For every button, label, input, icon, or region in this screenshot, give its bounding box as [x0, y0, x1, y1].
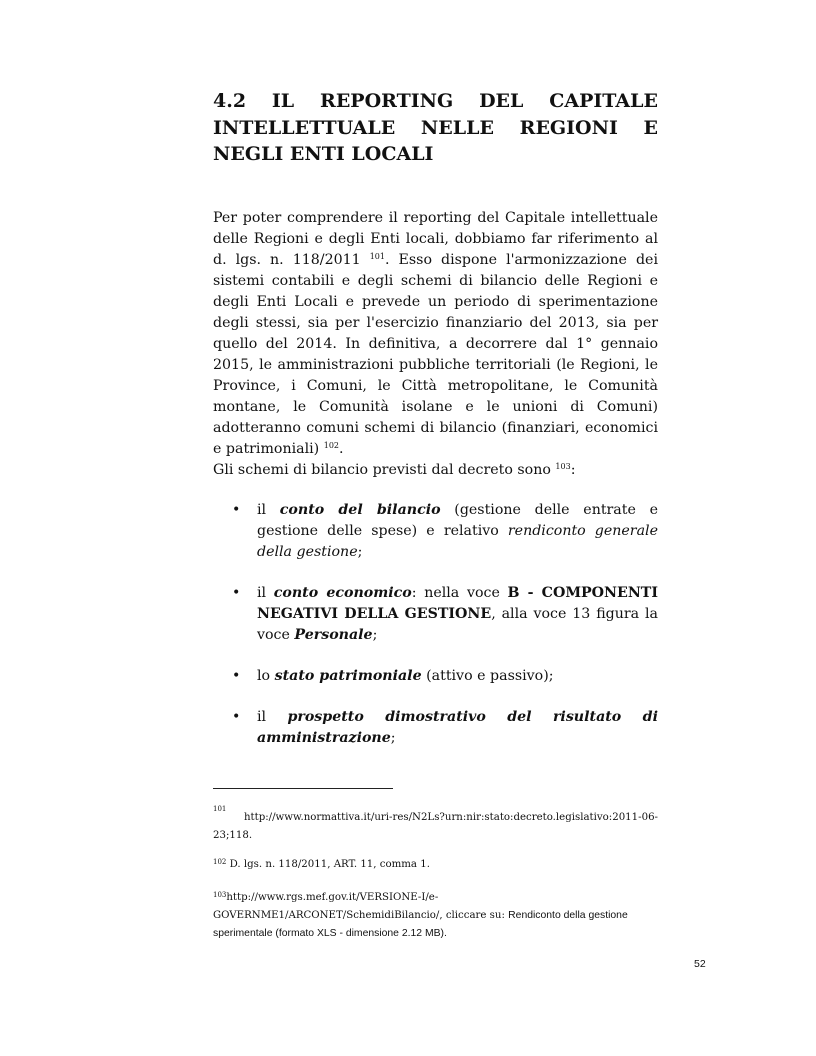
section-number: 4.2 [213, 90, 247, 112]
section-heading-word: IL [271, 90, 295, 112]
footnote-line [213, 805, 658, 827]
footnote-text: Rendiconto della gestione sperimentale (formato XLS - dimensione 2.12 MB). [213, 910, 628, 939]
list-item-line [257, 707, 658, 728]
item-text: : nella voce [411, 585, 508, 601]
item-text: lo [257, 668, 275, 684]
bullet-icon: • [232, 502, 241, 518]
footnote-number: 101 [213, 805, 227, 813]
paragraph-text: : [570, 462, 576, 478]
footnote-ref[interactable]: 103 [555, 462, 571, 471]
item-text: il [257, 585, 274, 601]
list-item [230, 666, 658, 687]
item-term: dimostrativo [385, 709, 486, 725]
body-text [213, 208, 658, 481]
item-term: amministrazione [257, 730, 391, 746]
item-term-italic: rendiconto generale della gestione [257, 523, 658, 560]
footnote [213, 889, 658, 943]
item-term: di [642, 709, 658, 725]
list-item-line [257, 728, 658, 749]
bullet-list [230, 500, 658, 769]
list-item [230, 583, 658, 646]
footnote-ref[interactable]: 102 [323, 441, 340, 450]
item-term: risultato [552, 709, 622, 725]
paragraph-text: Per poter comprendere il reporting del Capitale intellettuale delle Regioni e degli Enti locali, dobbiamo far riferimento al d. lgs. n. 118/2011 [213, 210, 658, 268]
section-heading-rest: INTELLETTUALE NELLE REGIONI E NEGLI ENTI LOCALI [213, 116, 658, 165]
paragraph-text: . [339, 441, 344, 457]
list-item [230, 707, 658, 749]
item-text: , alla voce 13 figura la voce [257, 606, 658, 643]
item-term: prospetto [287, 709, 364, 725]
paragraph [213, 208, 658, 460]
list-item [230, 500, 658, 563]
section-heading-line1 [213, 88, 658, 115]
footnote-text: D. lgs. n. 118/2011, ART. 11, comma 1. [226, 859, 430, 870]
item-term: Personale [294, 627, 373, 643]
section-heading-word: CAPITALE [549, 90, 658, 112]
section-heading-word: REPORTING [320, 90, 454, 112]
footnote-link[interactable]: 23;118. [213, 830, 253, 841]
footnote [213, 805, 658, 845]
footnote-number: 103 [213, 891, 227, 899]
item-text: ; [357, 544, 363, 560]
bullet-icon: • [232, 585, 241, 601]
item-term: conto del bilancio [279, 502, 441, 518]
item-text: il [257, 709, 267, 725]
bullet-icon: • [232, 709, 241, 725]
section-heading-word: DEL [479, 90, 524, 112]
footnote-link[interactable]: GOVERNME1/ARCONET/SchemidiBilancio/, cliccare su: [213, 910, 509, 921]
item-text: (gestione delle entrate e gestione delle spese) e relativo [257, 502, 658, 539]
item-term: stato patrimoniale [274, 668, 422, 684]
footnote-ref[interactable]: 101 [369, 252, 385, 261]
paragraph-text: . Esso dispone l'armonizzazione dei sistemi contabili e degli schemi di bilancio delle Regioni e degli Enti Locali e prevede un periodo di sperimentazione degli stessi, sia per l'esercizio finanziario del 2013, sia per quello del 2014. In definitiva, a decorrere dal 1° gennaio 2015, le amministrazioni pubbliche territoriali (le Regioni, le Province, i Comuni, le Città metropolitane, le Comunità montane, le Comunità isolane e le unioni di Comuni) adotteranno comuni schemi di bilancio (finanziari, economici e patrimoniali) [213, 252, 658, 457]
bullet-icon: • [232, 668, 241, 684]
item-term: del [507, 709, 532, 725]
page-number: 52 [694, 958, 706, 970]
footnote [213, 856, 658, 874]
footnote-separator [213, 788, 393, 789]
paragraph-text: Gli schemi di bilancio previsti dal decreto sono [213, 462, 551, 478]
footnote-line [213, 907, 658, 943]
item-text: (attivo e passivo); [421, 668, 554, 684]
item-term-bold: B - COMPONENTI NEGATIVI DELLA GESTIONE [257, 585, 658, 622]
item-text: ; [390, 730, 396, 746]
section-heading [213, 88, 658, 168]
footnote-number: 102 [213, 858, 227, 866]
footnote-link[interactable]: http://www.rgs.mef.gov.it/VERSIONE-I/e- [226, 892, 439, 903]
footnote-line [213, 889, 658, 907]
footnote-link[interactable]: http://www.normattiva.it/uri-res/N2Ls?urn:nir:stato:decreto.legislativo:2011-06- [243, 812, 658, 823]
item-term: conto economico [273, 585, 412, 601]
item-text: ; [372, 627, 378, 643]
paragraph [213, 460, 658, 481]
item-text: il [257, 502, 280, 518]
